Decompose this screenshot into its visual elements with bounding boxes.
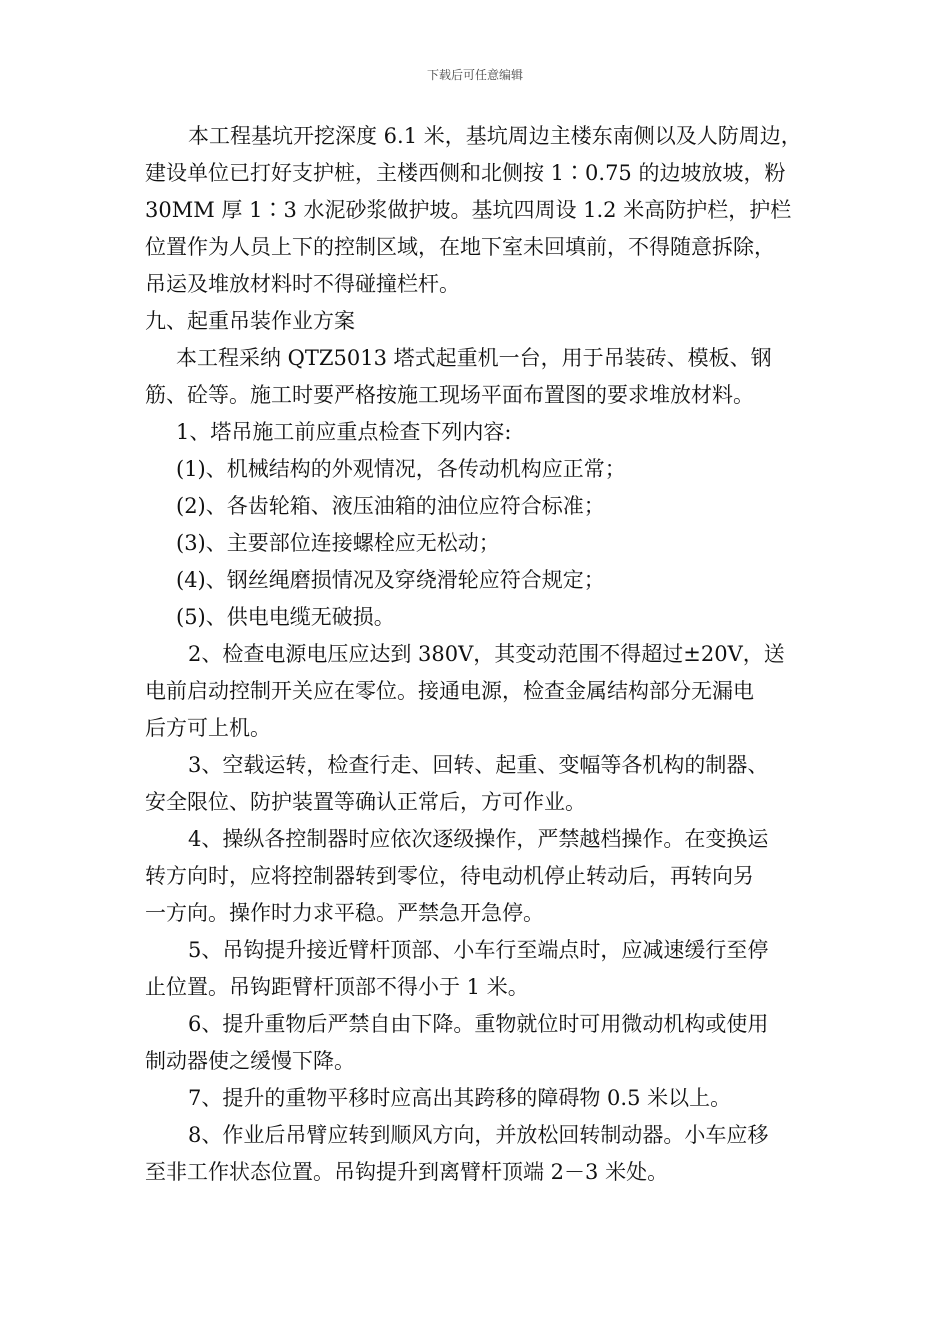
para1-line-1: 本工程采纳 QTZ5013 塔式起重机一台，用于吊装砖、模板、钢 xyxy=(176,346,772,370)
item5-line-1: 5、吊钩提升接近臂杆顶部、小车行至端点时，应减速缓行至停 xyxy=(188,938,769,962)
subitem-2: (2)、各齿轮箱、液压油箱的油位应符合标准； xyxy=(176,494,605,518)
page-header: 下载后可任意编辑 xyxy=(426,68,523,82)
item8-line-2: 至非工作状态位置。吊钩提升到离臂杆顶端 2－3 米处。 xyxy=(145,1160,669,1184)
subitem-1: (1)、机械结构的外观情况，各传动机构应正常； xyxy=(176,457,626,481)
item8-line-1: 8、作业后吊臂应转到顺风方向，并放松回转制动器。小车应移 xyxy=(188,1123,769,1147)
subitem-5: (5)、供电电缆无破损。 xyxy=(176,605,395,629)
item2-line-2: 电前启动控制开关应在零位。接通电源，检查金属结构部分无漏电 xyxy=(145,679,754,703)
section-heading: 九、起重吊装作业方案 xyxy=(145,309,355,333)
intro-line-3: 30MM 厚 1∶3 水泥砂浆做护坡。基坑四周设 1.2 米高防护栏，护栏 xyxy=(145,198,792,222)
item2-line-3: 后方可上机。 xyxy=(145,716,271,740)
subitem-4: (4)、钢丝绳磨损情况及穿绕滑轮应符合规定； xyxy=(176,568,605,592)
intro-line-4: 位置作为人员上下的控制区域，在地下室未回填前，不得随意拆除， xyxy=(145,235,775,259)
item4-line-1: 4、操纵各控制器时应依次逐级操作，严禁越档操作。在变换运 xyxy=(188,827,769,851)
item1-title: 1、塔吊施工前应重点检查下列内容: xyxy=(176,420,512,444)
item6-line-1: 6、提升重物后严禁自由下降。重物就位时可用微动机构或使用 xyxy=(188,1012,769,1036)
subitem-3: (3)、主要部位连接螺栓应无松动； xyxy=(176,531,500,555)
item4-line-3: 一方向。操作时力求平稳。严禁急开急停。 xyxy=(145,901,544,925)
intro-line-2: 建设单位已打好支护桩，主楼西侧和北侧按 1∶0.75 的边坡放坡，粉 xyxy=(145,161,786,185)
intro-line-5: 吊运及堆放材料时不得碰撞栏杆。 xyxy=(145,272,460,296)
intro-line-1: 本工程基坑开挖深度 6.1 米，基坑周边主楼东南侧以及人防周边， xyxy=(188,124,802,148)
para1-line-2: 筋、砼等。施工时要严格按施工现场平面布置图的要求堆放材料。 xyxy=(145,383,754,407)
item4-line-2: 转方向时，应将控制器转到零位，待电动机停止转动后，再转向另 xyxy=(145,864,754,888)
item2-line-1: 2、检查电源电压应达到 380V，其变动范围不得超过±20V，送 xyxy=(188,642,785,666)
item5-line-2: 止位置。吊钩距臂杆顶部不得小于 1 米。 xyxy=(145,975,529,999)
item7-line-1: 7、提升的重物平移时应高出其跨移的障碍物 0.5 米以上。 xyxy=(188,1086,732,1110)
item3-line-2: 安全限位、防护装置等确认正常后，方可作业。 xyxy=(145,790,586,814)
item3-line-1: 3、空载运转，检查行走、回转、起重、变幅等各机构的制器、 xyxy=(188,753,769,777)
item6-line-2: 制动器使之缓慢下降。 xyxy=(145,1049,355,1073)
